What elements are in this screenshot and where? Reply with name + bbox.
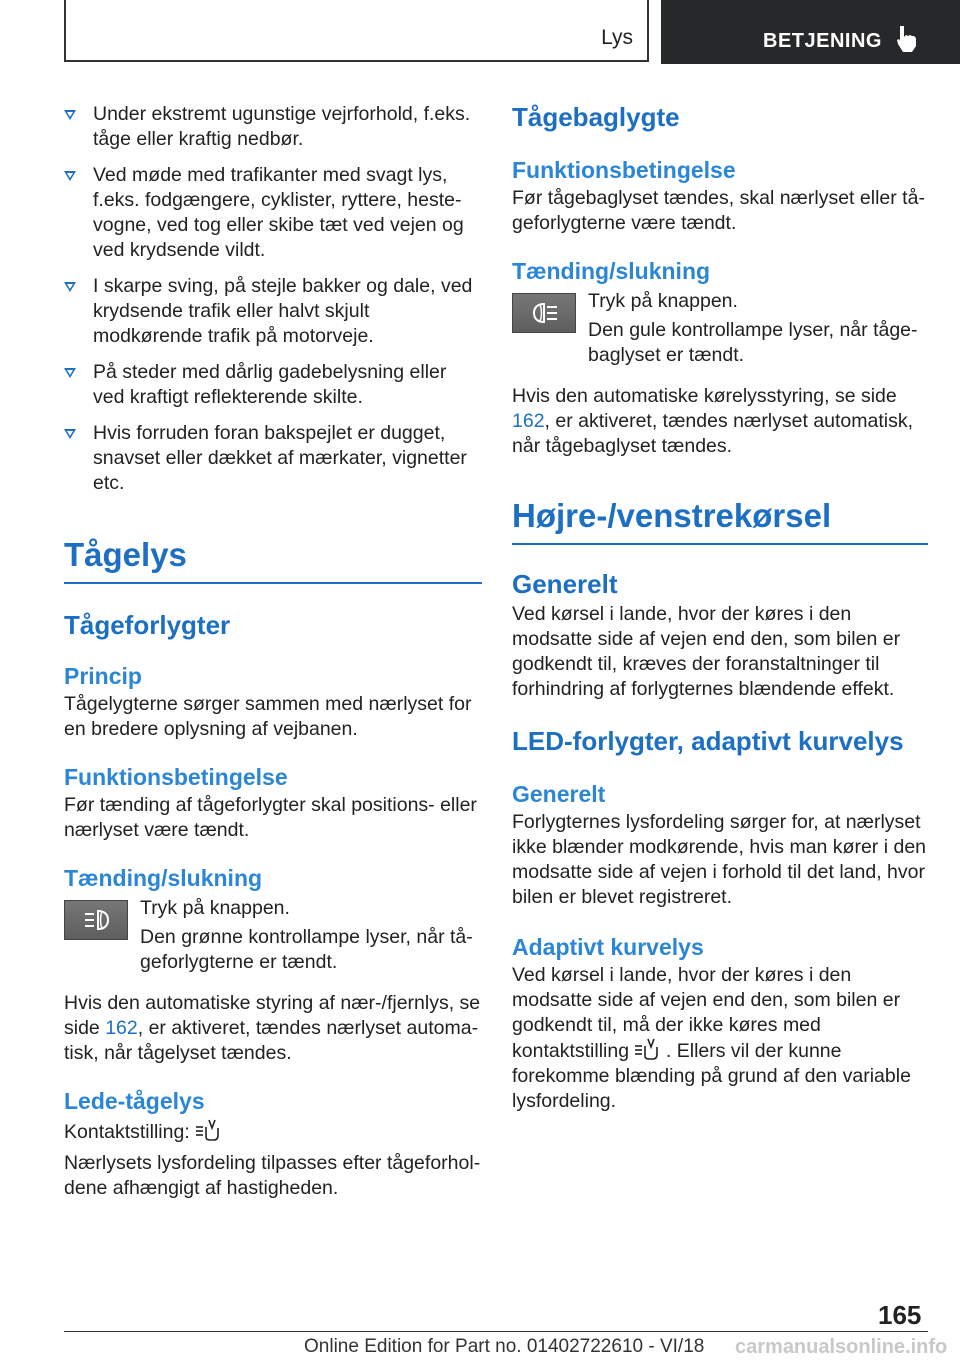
- principle-text: Tågelygterne sørger sammen med nærlyset for en bredere oplysning af vejbanen.: [64, 693, 472, 740]
- press-button-text: Tryk på knappen.: [140, 897, 290, 919]
- condition-text: Før tænding af tågeforlygter skal positions- eller nærlyset være tændt.: [64, 794, 477, 841]
- conditions-list: [64, 102, 482, 496]
- list-item: Under ekstremt ugunstige vejrforhold, f.eks. tåge eller kraftig nedbør.: [64, 102, 482, 152]
- front-fog-light-icon: [82, 907, 112, 933]
- heading-rear-function-condition: Funktionsbetingelse: [512, 157, 736, 183]
- lead-fog-text: Nærlysets lysfordeling tilpasses efter tågeforholdene afhængigt af hastigheden.: [64, 1152, 481, 1199]
- adaptive-text: Ved kørsel i lande, hvor der køres i den modsatte side af vejen end den, som bilen er godkendt til, må der ikke køres med kontaktstilling . Ellers vil der kunne forekomme blænding på grund af den variable lysfordeling.: [512, 964, 911, 1112]
- page-reference-link[interactable]: 162: [512, 410, 545, 432]
- led-general-text: Forlygternes lysfordeling sørger for, at nærlyset ikke blænder modkørende, hvis man kører i den modsatte side af vejen i forhold til det land, hvor bilen er blevet registreret.: [512, 811, 927, 908]
- list-item: På steder med dårlig gadebelysning eller ved kraftigt reflekterende skilte.: [64, 360, 482, 410]
- heading-principle: Princip: [64, 663, 142, 689]
- heading-rear-fog-light: Tågebaglygte: [512, 102, 680, 132]
- rear-fog-light-icon: [530, 300, 560, 326]
- triangle-bullet-icon: [64, 429, 76, 439]
- section-tab: [64, 0, 649, 62]
- heading-fog-lights: Tågelys: [64, 536, 482, 584]
- contact-position-text: Kontaktstilling:: [64, 1119, 482, 1145]
- list-item: Hvis forruden foran bakspejlet er dugget, snavset eller dækket af mærkater, vignetter etc.: [64, 421, 482, 496]
- section-title: Lys: [601, 26, 633, 49]
- list-item: Ved møde med trafikanter med svagt lys, f.eks. fodgængere, cyklister, ryttere, hestevogne, ved tog eller skibe tæt ved vejen og ved krydsende vildt.: [64, 163, 482, 263]
- triangle-bullet-icon: [64, 110, 76, 120]
- rear-auto-lights-text: Hvis den automatiske kørelysstyring, se side 162, er aktiveret, tændes nærlyset automatisk, når tågebaglyset tændes.: [512, 385, 914, 457]
- footer-divider: [64, 1331, 928, 1332]
- heading-led-headlights: LED-forlygter, adaptivt kurvelys: [512, 726, 904, 756]
- heading-general: Generelt: [512, 569, 618, 599]
- rear-fog-button: [512, 293, 576, 333]
- watermark: carmanualsonline.info: [735, 1336, 948, 1358]
- ignition-position-icon: [195, 1119, 221, 1141]
- chapter-tab: [661, 0, 960, 64]
- heading-front-fog-lights: Tågeforlygter: [64, 610, 231, 640]
- heading-adaptive-curve-light: Adaptivt kurvelys: [512, 934, 704, 960]
- general-text: Ved kørsel i lande, hvor der køres i den modsatte side af vejen end den, som bilen er godkendt til, kræves der foranstaltninger til forhindring af forlygternes blændende effekt.: [512, 603, 901, 700]
- edition-text: Online Edition for Part no. 01402722610 - VI/18: [304, 1336, 705, 1357]
- rear-press-button-text: Tryk på knappen.: [588, 290, 738, 312]
- left-column: [64, 102, 482, 1201]
- chapter-title: BETJENING: [763, 30, 882, 52]
- triangle-bullet-icon: [64, 368, 76, 378]
- list-item: I skarpe sving, på stejle bakker og dale, ved krydsende trafik eller halvt skjult modkørende trafik på motorveje.: [64, 274, 482, 349]
- auto-lights-text: Hvis den automatiske styring af nær-/fjernlys, se side 162, er aktiveret, tændes nærlyset automatisk, når tågelyset tændes.: [64, 992, 481, 1064]
- heading-led-general: Generelt: [512, 781, 606, 807]
- front-fog-button-row: [64, 896, 482, 975]
- triangle-bullet-icon: [64, 171, 76, 181]
- front-fog-button: [64, 900, 128, 940]
- right-column: [512, 102, 928, 1114]
- heading-rear-switch-on-off: Tænding/slukning: [512, 258, 711, 284]
- page-header: [0, 0, 960, 66]
- pointing-hand-icon: [895, 24, 921, 54]
- ignition-position-icon: [634, 1038, 660, 1060]
- rear-fog-button-row: [512, 289, 928, 368]
- page-reference-link[interactable]: 162: [105, 1017, 138, 1039]
- heading-switch-on-off: Tænding/slukning: [64, 865, 263, 891]
- heading-right-left-driving: Højre-/venstrekørsel: [512, 497, 928, 545]
- heading-lead-fog-light: Lede-tågelys: [64, 1088, 205, 1114]
- page-number: 165: [878, 1300, 922, 1330]
- rear-condition-text: Før tågebaglyset tændes, skal nærlyset eller tågeforlygterne være tændt.: [512, 187, 925, 234]
- heading-function-condition: Funktionsbetingelse: [64, 764, 288, 790]
- rear-indicator-text: Den gule kontrollampe lyser, når tågebaglyset er tændt.: [588, 319, 918, 366]
- triangle-bullet-icon: [64, 282, 76, 292]
- indicator-text: Den grønne kontrollampe lyser, når tågeforlygterne er tændt.: [140, 926, 473, 973]
